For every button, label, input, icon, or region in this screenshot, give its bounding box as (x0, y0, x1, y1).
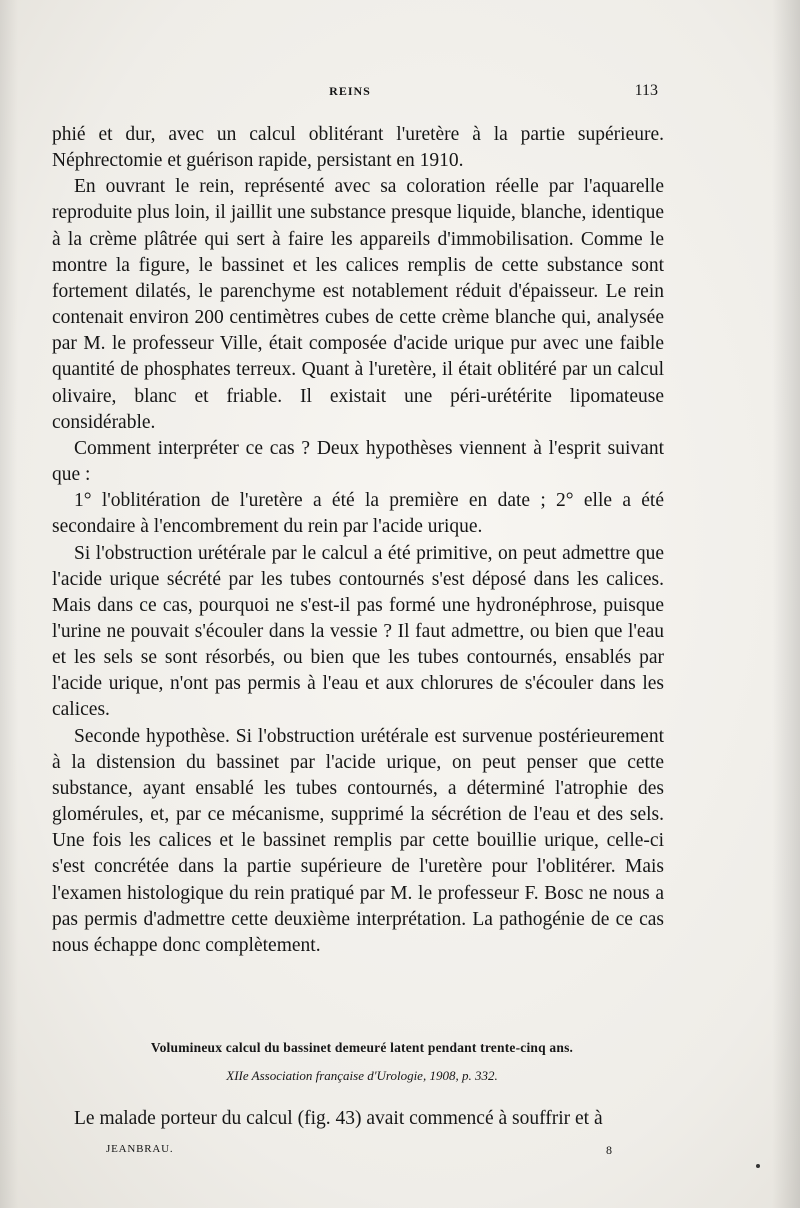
running-header-title: REINS (329, 84, 371, 98)
paragraph: phié et dur, avec un calcul oblitérant l'uretère à la partie supérieure. Néphrectomie et guérison rapide, persistant en 1910. (52, 124, 664, 172)
main-text (52, 122, 664, 959)
page-edge-shadow (772, 0, 800, 1208)
page-gutter-shadow (0, 0, 18, 1208)
section-heading: Volumineux calcul du bassinet demeuré latent pendant trente-cinq ans. (150, 1040, 574, 1055)
signature-sheet-number: 8 (606, 1143, 612, 1157)
paragraph: Si l'obstruction urétérale par le calcul a été primitive, on peut admettre que l'acide urique sécrété par les tubes contournés s'est déposé dans les calices. Mais dans ce cas, pourquoi ne s'est-il pas formé une hydronéphrose, puisque l'urine ne pouvait s'écouler dans la vessie ? Il faut admettre, ou bien que l'eau et les sels se sont résorbés, ou bien que les tubes contournés, ensablés par l'acide urique, n'ont pas permis à l'eau et aux chlorures de s'écouler dans les calices. (52, 542, 664, 721)
paper-speck (756, 1164, 760, 1168)
paragraph: En ouvrant le rein, représenté avec sa coloration réelle par l'aquarelle reproduite plus loin, il jaillit une substance presque liquide, blanche, identique à la crème plâtrée qui sert à faire les appareils d'immobilisation. Comme le montre la figure, le bassinet et les calices remplis de cette substance sont fortement dilatés, le parenchyme est notablement réduit d'épaisseur. Le rein contenait environ 200 centimètres cubes de cette crème blanche qui, analysée par M. le professeur Ville, était composée d'acide urique pur avec une faible quantité de phosphates terreux. Quant à l'uretère, il était oblitéré par un calcul olivaire, blanc et friable. Il existait une péri-urétérite lipomateuse considérable. (52, 176, 664, 433)
paragraph: 1° l'oblitération de l'uretère a été la première en date ; 2° elle a été secondaire à l'encombrement du rein par l'acide urique. (52, 490, 664, 538)
page-number: 113 (634, 82, 658, 99)
continuation-paragraph: Le malade porteur du calcul (fig. 43) avait commencé à souffrir et à (74, 1108, 603, 1129)
paragraph: Seconde hypothèse. Si l'obstruction urétérale est survenue postérieurement à la distension du bassinet par l'acide urique, on peut penser que cette substance, ayant ensablé les tubes contournés, a déterminé l'atrophie des glomérules, et, par ce mécanisme, supprimé la sécrétion de l'eau et des sels. Une fois les calices et le bassinet remplis par cette bouillie urique, celle-ci s'est concrétée dans la partie supérieure de l'uretère pour l'oblitérer. Mais l'examen histologique du rein pratiqué par M. le professeur F. Bosc ne nous a pas permis d'admettre cette deuxième interprétation. La pathogénie de ce cas nous échappe donc complètement. (52, 725, 664, 956)
paragraph: Comment interpréter ce cas ? Deux hypothèses viennent à l'esprit suivant que : (52, 437, 664, 486)
signature-mark: JEANBRAU. (106, 1143, 174, 1155)
section-reference: XIIe Association française d'Urologie, 1908, p. 332. (226, 1068, 498, 1083)
